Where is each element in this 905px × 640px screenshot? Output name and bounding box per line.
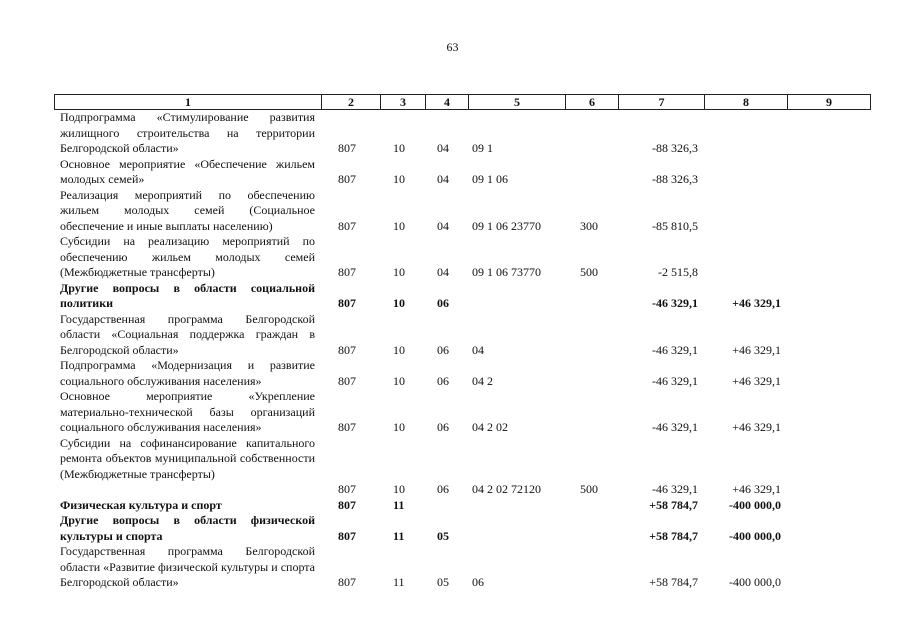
col-amount-8: +46 329,1 bbox=[732, 296, 781, 310]
col-subsection: 06 bbox=[437, 373, 449, 388]
table-row bbox=[0, 157, 905, 188]
table-row bbox=[0, 389, 905, 436]
col-ved: 807 bbox=[338, 218, 356, 233]
table-row bbox=[0, 513, 905, 544]
col-target-article: 09 1 06 23770 bbox=[472, 218, 541, 233]
col-subsection: 06 bbox=[437, 342, 449, 357]
col-amount-7: -46 329,1 bbox=[652, 342, 698, 357]
row-description: Другие вопросы в области социальной политики bbox=[60, 280, 315, 310]
col-ved: 807 bbox=[338, 141, 356, 155]
col-target-article: 04 2 bbox=[472, 373, 493, 388]
col-ved: 807 bbox=[338, 420, 356, 434]
col-amount-7: +58 784,7 bbox=[649, 575, 698, 589]
table-row bbox=[0, 234, 905, 281]
col-ved: 807 bbox=[338, 575, 356, 589]
col-section: 10 bbox=[393, 218, 405, 233]
row-description: Государственная программа Белгородской области «Социальная поддержка граждан в Белгородской области» bbox=[60, 311, 315, 357]
table-header bbox=[54, 94, 871, 110]
row-description: Физическая культура и спорт bbox=[60, 497, 222, 512]
col-section: 11 bbox=[393, 497, 405, 512]
col-amount-7: -88 326,3 bbox=[652, 172, 698, 186]
table-row bbox=[0, 358, 905, 389]
col-subsection: 06 bbox=[437, 420, 449, 434]
col-amount-7: -85 810,5 bbox=[652, 218, 698, 233]
row-description: Подпрограмма «Стимулирование развития жилищного строительства на территории Белгородской области» bbox=[60, 110, 315, 155]
col-expense-type: 500 bbox=[580, 265, 598, 279]
col-expense-type: 500 bbox=[580, 482, 598, 496]
row-description: Государственная программа Белгородской области «Развитие физической культуры и спорта Белгородской области» bbox=[60, 544, 315, 589]
col-amount-7: -46 329,1 bbox=[652, 482, 698, 496]
col-amount-7: -46 329,1 bbox=[652, 420, 698, 434]
table-row bbox=[0, 312, 905, 359]
col-amount-8: +46 329,1 bbox=[732, 342, 781, 357]
col-amount-8: +46 329,1 bbox=[732, 420, 781, 434]
col-subsection: 06 bbox=[437, 296, 449, 310]
col-amount-8: -400 000,0 bbox=[729, 497, 781, 512]
col-subsection: 04 bbox=[437, 265, 449, 279]
header-col-6: 6 bbox=[566, 95, 619, 109]
row-description: Реализация мероприятий по обеспечению жильем молодых семей (Социальное обеспечение и иные выплаты населению) bbox=[60, 187, 315, 233]
col-ved: 807 bbox=[338, 528, 356, 543]
col-expense-type: 300 bbox=[580, 218, 598, 233]
col-subsection: 04 bbox=[437, 172, 449, 186]
row-description: Другие вопросы в области физической культуры и спорта bbox=[60, 513, 315, 543]
col-target-article: 09 1 06 bbox=[472, 172, 508, 186]
row-description: Основное мероприятие «Укрепление материально-технической базы организаций социального обслуживания населения» bbox=[60, 389, 315, 434]
col-amount-7: +58 784,7 bbox=[649, 497, 698, 512]
header-col-2: 2 bbox=[322, 95, 381, 109]
col-ved: 807 bbox=[338, 172, 356, 186]
table-row bbox=[0, 436, 905, 498]
col-section: 10 bbox=[393, 482, 405, 496]
col-amount-7: -46 329,1 bbox=[652, 296, 698, 310]
col-target-article: 06 bbox=[472, 575, 484, 589]
col-amount-8: +46 329,1 bbox=[732, 373, 781, 388]
header-col-3: 3 bbox=[381, 95, 426, 109]
table-row bbox=[0, 188, 905, 235]
col-amount-7: -2 515,8 bbox=[658, 265, 698, 279]
col-ved: 807 bbox=[338, 482, 356, 496]
col-target-article: 09 1 bbox=[472, 141, 493, 155]
col-subsection: 05 bbox=[437, 528, 449, 543]
row-description: Субсидии на софинансирование капитального ремонта объектов муниципальной собственности (Межбюджетные трансферты) bbox=[60, 435, 315, 481]
col-ved: 807 bbox=[338, 342, 356, 357]
header-col-9: 9 bbox=[826, 95, 832, 109]
col-section: 10 bbox=[393, 265, 405, 279]
col-subsection: 04 bbox=[437, 218, 449, 233]
row-description: Подпрограмма «Модернизация и развитие социального обслуживания населения» bbox=[60, 358, 315, 388]
header-col-8: 8 bbox=[705, 95, 788, 109]
col-ved: 807 bbox=[338, 265, 356, 279]
header-col-7: 7 bbox=[619, 95, 705, 109]
col-amount-8: -400 000,0 bbox=[729, 528, 781, 543]
col-subsection: 05 bbox=[437, 575, 449, 589]
table-row bbox=[0, 544, 905, 591]
header-col-4: 4 bbox=[426, 95, 469, 109]
col-ved: 807 bbox=[338, 497, 356, 512]
col-section: 11 bbox=[393, 528, 405, 543]
col-section: 10 bbox=[393, 420, 405, 434]
col-section: 10 bbox=[393, 342, 405, 357]
page-number: 63 bbox=[446, 40, 459, 54]
col-target-article: 04 2 02 bbox=[472, 420, 508, 434]
row-description: Основное мероприятие «Обеспечение жильем молодых семей» bbox=[60, 156, 315, 186]
col-target-article: 04 bbox=[472, 342, 484, 357]
col-section: 10 bbox=[393, 172, 405, 186]
col-section: 10 bbox=[393, 296, 405, 310]
table-row bbox=[0, 281, 905, 312]
col-target-article: 04 2 02 72120 bbox=[472, 482, 541, 496]
col-subsection: 04 bbox=[437, 141, 449, 155]
col-target-article: 09 1 06 73770 bbox=[472, 265, 541, 279]
col-amount-8: +46 329,1 bbox=[732, 482, 781, 496]
row-description: Субсидии на реализацию мероприятий по обеспечению жильем молодых семей (Межбюджетные трансферты) bbox=[60, 234, 315, 279]
col-ved: 807 bbox=[338, 296, 356, 310]
header-col-1: 1 bbox=[55, 95, 322, 109]
col-section: 11 bbox=[393, 575, 405, 589]
col-amount-7: -88 326,3 bbox=[652, 141, 698, 155]
col-amount-8: -400 000,0 bbox=[729, 575, 781, 589]
col-amount-7: -46 329,1 bbox=[652, 373, 698, 388]
col-section: 10 bbox=[393, 373, 405, 388]
header-col-5: 5 bbox=[469, 95, 566, 109]
col-amount-7: +58 784,7 bbox=[649, 528, 698, 543]
col-subsection: 06 bbox=[437, 482, 449, 496]
col-ved: 807 bbox=[338, 373, 356, 388]
table-row bbox=[0, 498, 905, 514]
col-section: 10 bbox=[393, 141, 405, 155]
table-row bbox=[0, 110, 905, 157]
